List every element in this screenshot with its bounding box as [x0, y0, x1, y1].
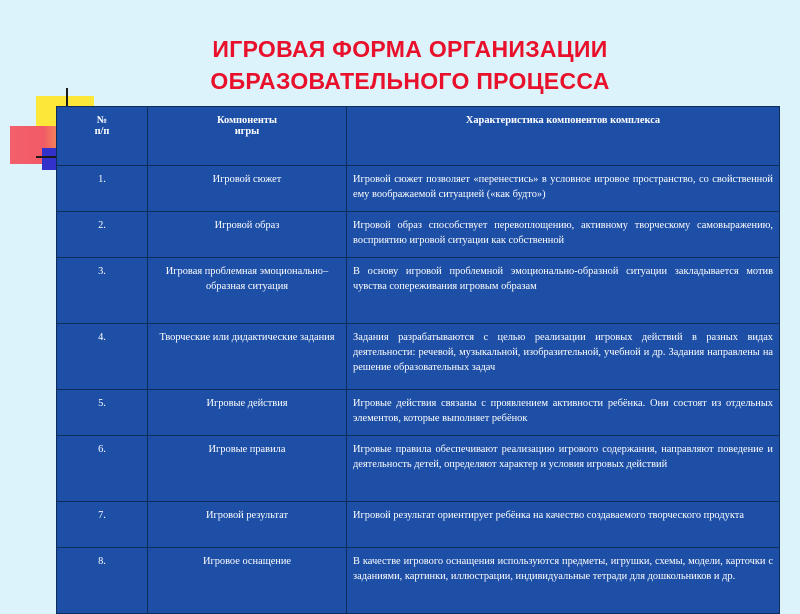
- table-row: [57, 502, 780, 548]
- header-components: [148, 107, 347, 166]
- table-row: [57, 548, 780, 614]
- row-number: 2.: [57, 212, 148, 258]
- row-description: Игровой результат ориентирует ребёнка на качество создаваемого творческого продукта: [347, 502, 780, 548]
- header-characteristic: Характеристика компонентов комплекса: [347, 107, 780, 166]
- row-number: 4.: [57, 324, 148, 390]
- header-number-line-2: п/п: [94, 126, 110, 137]
- row-component: Игровой сюжет: [148, 166, 347, 212]
- row-description: Игровой образ способствует перевоплощению, активному творческому самовыражению, восприятию игровой ситуации как собственной: [347, 212, 780, 258]
- row-component: Игровое оснащение: [148, 548, 347, 614]
- row-component: Игровые действия: [148, 390, 347, 436]
- row-description: В качестве игрового оснащения используются предметы, игрушки, схемы, модели, карточки с заданиями, картинки, иллюстрации, индивидуальные тетради для дошкольников и др.: [347, 548, 780, 614]
- row-description: Задания разрабатываются с целью реализации игровых действий в разных видах деятельности: речевой, музыкальной, изобразительной, учебной и др. Задания направлены на решение образовательных задач: [347, 324, 780, 390]
- title-line-2: ОБРАЗОВАТЕЛЬНОГО ПРОЦЕССА: [210, 68, 610, 94]
- row-component: Игровой результат: [148, 502, 347, 548]
- row-number: 7.: [57, 502, 148, 548]
- table-row: [57, 390, 780, 436]
- row-number: 8.: [57, 548, 148, 614]
- table-row: [57, 258, 780, 324]
- table-header-row: [57, 107, 780, 166]
- row-description: Игровые действия связаны с проявлением активности ребёнка. Они состоят из отдельных элементов, которые выполняет ребёнок: [347, 390, 780, 436]
- page-title: [110, 33, 710, 97]
- header-components-line-2: игры: [234, 126, 260, 137]
- table-row: [57, 324, 780, 390]
- row-component: Игровые правила: [148, 436, 347, 502]
- row-number: 1.: [57, 166, 148, 212]
- row-component: Игровая проблемная эмоционально–образная ситуация: [148, 258, 347, 324]
- row-component: Творческие или дидактические задания: [148, 324, 347, 390]
- row-component: Игровой образ: [148, 212, 347, 258]
- title-line-1: ИГРОВАЯ ФОРМА ОРГАНИЗАЦИИ: [212, 36, 608, 62]
- row-number: 3.: [57, 258, 148, 324]
- row-number: 6.: [57, 436, 148, 502]
- header-number: [57, 107, 148, 166]
- row-number: 5.: [57, 390, 148, 436]
- row-description: Игровые правила обеспечивают реализацию игрового содержания, направляют поведение и деятельность детей, определяют характер и условия игровых действий: [347, 436, 780, 502]
- table-row: [57, 212, 780, 258]
- header-components-line-1: Компоненты: [216, 115, 278, 126]
- row-description: Игровой сюжет позволяет «перенестись» в условное игровое пространство, со свойственной ему воображаемой ситуацией («как будто»): [347, 166, 780, 212]
- table-row: [57, 166, 780, 212]
- header-number-line-1: №: [96, 115, 108, 126]
- table-row: [57, 436, 780, 502]
- components-table: [56, 106, 780, 614]
- row-description: В основу игровой проблемной эмоционально-образной ситуации закладывается мотив чувства сопереживания игровым образам: [347, 258, 780, 324]
